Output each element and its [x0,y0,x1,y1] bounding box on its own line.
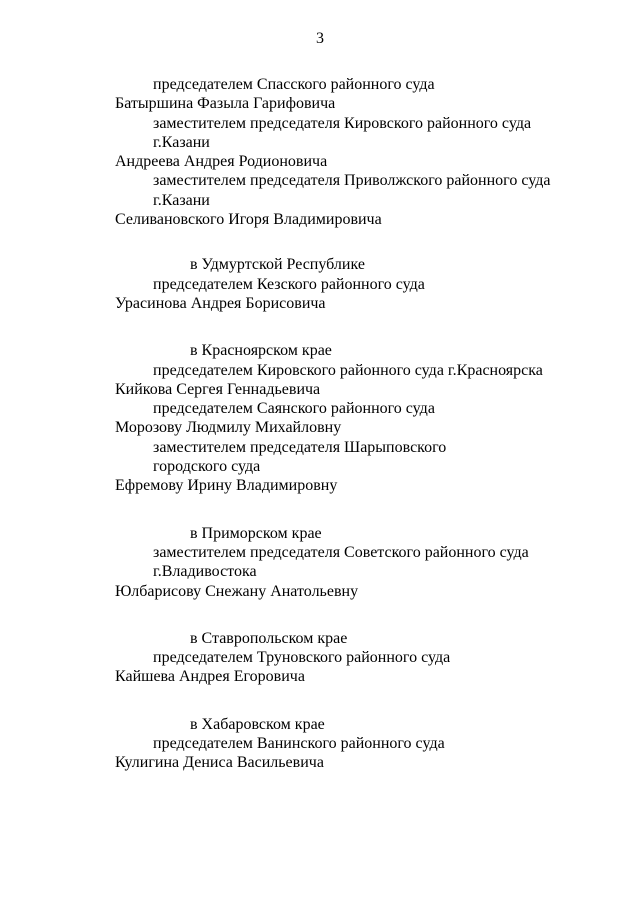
section-krasnoyarsk [0,341,640,495]
position-line: г.Казани [153,133,210,151]
person-name: Урасинова Андрея Борисовича [115,294,326,312]
person-name: Андреева Андрея Родионовича [115,153,328,171]
position-line: председателем Кировского районного суда г.Красноярска [153,361,543,379]
position-line: заместителем председателя Шарыповского [153,438,447,456]
person-name: Кийкова Сергея Геннадьевича [115,380,321,398]
region-heading: в Удмуртской Республике [190,256,365,274]
position-line: заместителем председателя Приволжского районного суда [153,172,551,190]
region-heading: в Хабаровском крае [190,715,325,733]
position-line: заместителем председателя Кировского районного суда [153,114,532,132]
page-number: 3 [316,30,324,47]
position-line: городского суда [153,458,261,476]
position-line: председателем Саянского районного суда [153,400,435,418]
section-stavropol [0,629,640,687]
position-line: г.Владивостока [153,563,257,581]
section-primorsky [0,524,640,601]
region-heading: в Ставропольском крае [190,629,348,647]
position-line: председателем Труновского районного суда [153,649,451,667]
person-name: Ефремову Ирину Владимировну [115,477,338,495]
region-heading: в Приморском крае [190,524,322,542]
person-name: Кайшева Андрея Егоровича [115,668,305,686]
position-line: председателем Спасского районного суда [153,76,435,93]
person-name: Кулигина Дениса Васильевича [115,754,324,772]
person-name: Селивановского Игоря Владимировича [115,211,382,229]
person-name: Морозову Людмилу Михайловну [115,419,342,437]
section-udmurtia [0,255,640,313]
position-line: г.Казани [153,191,210,209]
section-khabarovsk [0,715,640,773]
section-continuation [0,75,640,229]
person-name: Юлбарисову Снежану Анатольевну [115,582,359,600]
region-heading: в Красноярском крае [190,342,332,360]
position-line: заместителем председателя Советского районного суда [153,543,529,561]
position-line: председателем Кезского районного суда [153,275,425,293]
person-name: Батыршина Фазыла Гарифовича [115,95,336,113]
position-line: председателем Ванинского районного суда [153,735,445,753]
appointments-list [0,75,640,773]
